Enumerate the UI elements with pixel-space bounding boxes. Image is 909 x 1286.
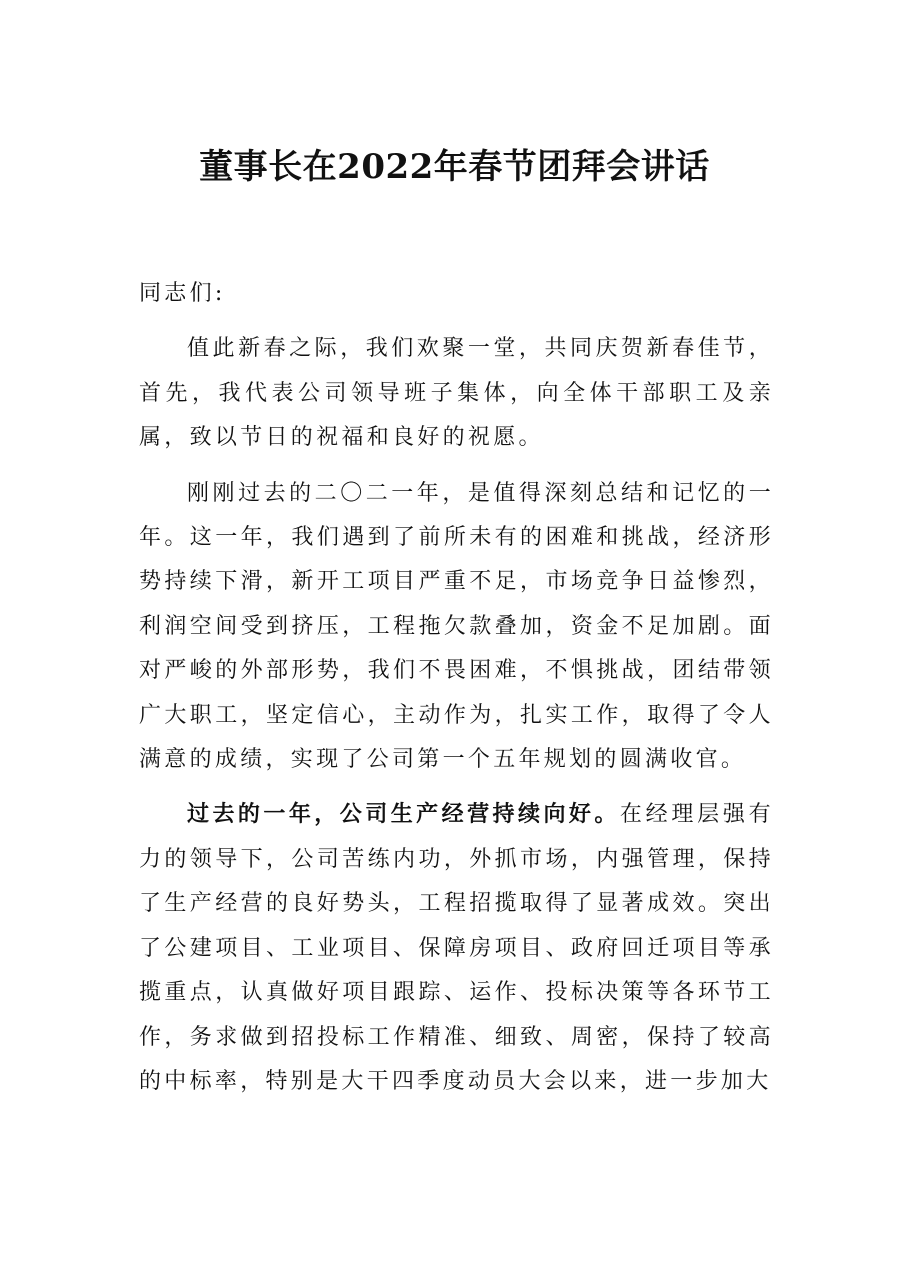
paragraph-text: 值此新春之际，我们欢聚一堂，共同庆贺新春佳节，首先，我代表公司领导班子集体，向全体干部职工及亲属，致以节日的祝福和良好的祝愿。 [139, 336, 774, 451]
paragraph-text: 刚刚过去的二〇二一年，是值得深刻总结和记忆的一年。这一年，我们遇到了前所未有的困难和挑战，经济形势持续下滑，新开工项目严重不足，市场竞争日益惨烈，利润空间受到挤压，工程拖欠款叠加，资金不足加剧。面对严峻的外部形势，我们不畏困难，不惧挑战，团结带领广大职工，坚定信心，主动作为，扎实工作，取得了令人满意的成绩，实现了公司第一个五年规划的圆满收官。 [139, 480, 774, 773]
paragraph-production-operations [139, 793, 774, 1104]
salutation: 同志们: [139, 281, 226, 306]
document-title: 董事长在2022年春节团拜会讲话 [199, 147, 710, 187]
paragraph-text: 在经理层强有力的领导下，公司苦练内功，外抓市场，内强管理，保持了生产经营的良好势头，工程招揽取得了显著成效。突出了公建项目、工业项目、保障房项目、政府回迁项目等承揽重点，认真做好项目跟踪、运作、投标决策等各环节工作，务求做到招投标工作精准、细致、周密，保持了较高的中标率，特别是大干四季度动员大会以来，进一步加大 [139, 802, 774, 1094]
paragraph-greeting [139, 327, 774, 460]
document-body [139, 272, 774, 1115]
paragraph-review-2021 [139, 472, 774, 783]
paragraph-lead-sentence: 过去的一年，公司生产经营持续向好。 [187, 802, 620, 828]
